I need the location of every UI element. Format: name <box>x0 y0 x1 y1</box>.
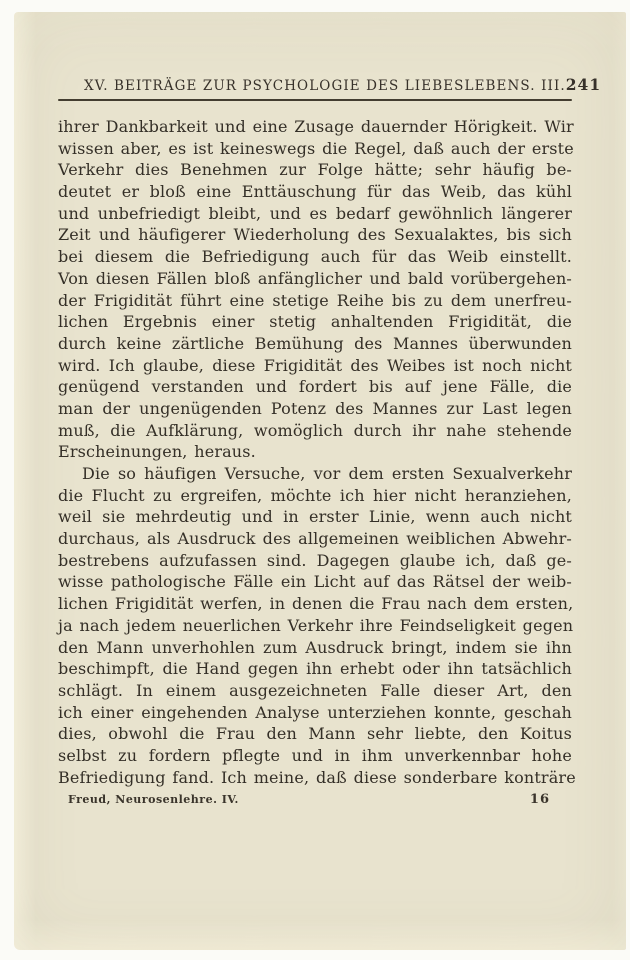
text-line: lichen Frigidität werfen, in denen die Frau nach dem ersten, <box>58 594 574 614</box>
text-line: Verkehr dies Benehmen zur Folge hätte; sehr häufig be- <box>58 160 572 180</box>
text-line: Zeit und häufigerer Wiederholung des Sexualaktes, bis sich <box>58 225 572 245</box>
text-line: wird. Ich glaube, diese Frigidität des Weibes ist noch nicht <box>58 355 572 375</box>
text-line: bei diesem die Befriedigung auch für das Weib einstellt. <box>58 247 572 267</box>
text-line: Von diesen Fällen bloß anfänglicher und bald vorübergehen- <box>58 268 572 288</box>
text-line: weil sie mehrdeutig und in erster Linie, wenn auch nicht <box>58 507 572 527</box>
text-line: genügend verstanden und fordert bis auf jene Fälle, die <box>58 377 572 397</box>
footer-sheet-number: 16 <box>529 792 550 808</box>
text-line: beschimpft, die Hand gegen ihn erhebt oder ihn tatsächlich <box>58 659 572 679</box>
book-page <box>14 12 626 950</box>
footer-signature: Freud, Neurosenlehre. IV. <box>68 793 239 807</box>
body-text <box>58 116 576 788</box>
text-line: der Frigidität führt eine stetige Reihe bis zu dem unerfreu- <box>58 290 572 310</box>
running-header-title: XV. BEITRÄGE ZUR PSYCHOLOGIE DES LIEBESLEBENS. III. <box>84 78 566 94</box>
text-line: muß, die Aufklärung, womöglich durch ihr nahe stehende <box>58 420 572 440</box>
text-line: durchaus, als Ausdruck des allgemeinen weiblichen Abwehr- <box>58 529 572 549</box>
text-line: Die so häufigen Versuche, vor dem ersten Sexualverkehr <box>82 464 572 483</box>
text-line: dies, obwohl die Frau den Mann sehr liebte, den Koitus <box>58 724 572 744</box>
text-line: ihrer Dankbarkeit und eine Zusage dauernder Hörigkeit. Wir <box>58 117 574 136</box>
header-rule <box>58 99 572 101</box>
text-line: selbst zu fordern pflegte und in ihm unverkennbar hohe <box>58 745 572 765</box>
page-content <box>58 12 602 808</box>
text-line: und unbefriedigt bleibt, und es bedarf gewöhnlich längerer <box>58 203 572 223</box>
page-footer <box>58 792 572 807</box>
text-line: man der ungenügenden Potenz des Mannes zur Last legen <box>58 398 572 418</box>
text-line: die Flucht zu ergreifen, möchte ich hier nicht heranziehen, <box>58 485 572 505</box>
text-line: den Mann unverhohlen zum Ausdruck bringt, indem sie ihn <box>58 637 572 657</box>
text-line: Erscheinungen, heraus. <box>58 442 256 462</box>
text-line: durch keine zärtliche Bemühung des Mannes überwunden <box>58 333 572 353</box>
text-line: wisse pathologische Fälle ein Licht auf das Rätsel der weib- <box>58 572 572 592</box>
running-header <box>58 75 602 94</box>
text-line: Befriedigung fand. Ich meine, daß diese sonderbare konträre <box>58 767 576 787</box>
text-line: schlägt. In einem ausgezeichneten Falle dieser Art, den <box>58 680 572 700</box>
text-line: bestrebens aufzufassen sind. Dagegen glaube ich, daß ge- <box>58 550 572 570</box>
text-line: lichen Ergebnis einer stetig anhaltenden Frigidität, die <box>58 312 572 332</box>
text-line: deutet er bloß eine Enttäuschung für das Weib, das kühl <box>58 182 572 202</box>
text-line: ich einer eingehenden Analyse unterziehen konnte, geschah <box>58 702 572 722</box>
text-line: wissen aber, es ist keineswegs die Regel, daß auch der erste <box>58 138 574 158</box>
text-line: ja nach jedem neuerlichen Verkehr ihre Feindseligkeit gegen <box>58 615 574 635</box>
page-number: 241 <box>565 75 602 94</box>
